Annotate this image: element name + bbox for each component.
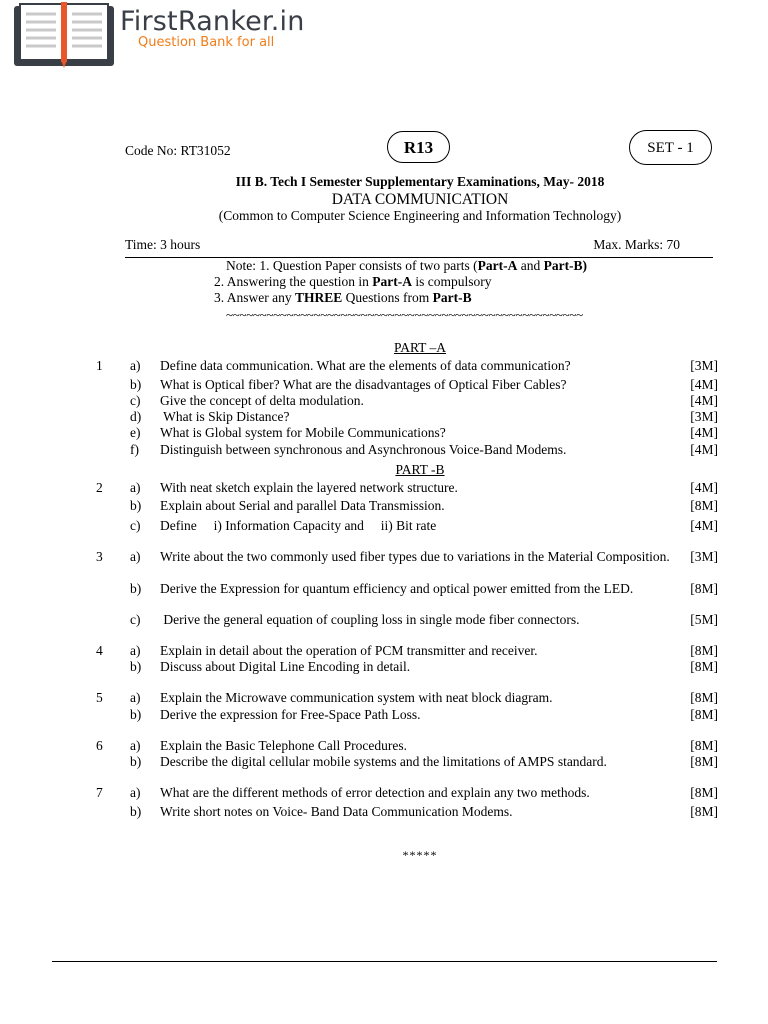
question-text: Explain in detail about the operation of PCM transmitter and receiver. (160, 643, 538, 658)
question-number: 2 (96, 480, 103, 495)
book-icon (12, 2, 122, 72)
question-marks: [8M] (690, 581, 718, 596)
question-marks: [8M] (690, 707, 718, 722)
question-number: 3 (96, 549, 103, 564)
note-3-text: 3. Answer any (214, 290, 295, 305)
logo-tagline: Question Bank for all (138, 35, 275, 50)
question-marks: [4M] (690, 377, 718, 392)
question-sub-label: a) (130, 690, 141, 705)
question-marks: [8M] (690, 643, 718, 658)
question-text: Explain the Microwave communication system with neat block diagram. (160, 690, 553, 705)
note-3-three: THREE (295, 290, 343, 305)
question-sub-label: b) (130, 498, 142, 513)
question-marks: [4M] (690, 480, 718, 495)
note-1-text: Note: 1. Question Paper consists of two parts ( (226, 258, 478, 273)
question-marks: [4M] (690, 442, 718, 457)
question-number: 4 (96, 643, 103, 658)
question-text: Write about the two commonly used fiber types due to variations in the Material Composition. (160, 549, 670, 564)
question-sub-label: a) (130, 480, 141, 495)
regulation-badge: R13 (387, 131, 450, 163)
question-marks: [4M] (690, 393, 718, 408)
question-text: Derive the expression for Free-Space Path Loss. (160, 707, 421, 722)
question-sub-label: b) (130, 659, 142, 674)
question-text: What is Optical fiber? What are the disadvantages of Optical Fiber Cables? (160, 377, 567, 392)
subject-title: DATA COMMUNICATION (331, 191, 509, 208)
end-of-paper-mark: ***** (402, 848, 438, 862)
question-marks: [8M] (690, 738, 718, 753)
question-marks: [3M] (690, 409, 718, 424)
question-marks: [8M] (690, 659, 718, 674)
question-marks: [8M] (690, 754, 718, 769)
note-2-text: 2. Answering the question in (214, 274, 373, 289)
question-sub-label: a) (130, 549, 141, 564)
note-1-part-b: Part-B) (543, 258, 588, 273)
note-3-part-b: Part-B (432, 290, 472, 305)
question-sub-label: b) (130, 581, 142, 596)
question-text: With neat sketch explain the layered network structure. (160, 480, 458, 495)
common-to-line: (Common to Computer Science Engineering and Information Technology) (218, 208, 622, 223)
question-text: What is Global system for Mobile Communications? (160, 425, 446, 440)
question-text: Define data communication. What are the elements of data communication? (160, 358, 571, 373)
question-sub-label: c) (130, 393, 141, 408)
question-marks: [8M] (690, 498, 718, 513)
logo-brand-text: FirstRanker.in (120, 6, 305, 37)
question-sub-label: b) (130, 754, 142, 769)
note-2-part-a: Part-A (372, 274, 412, 289)
question-marks: [4M] (690, 518, 718, 533)
set-badge: SET - 1 (629, 130, 712, 165)
question-text: Distinguish between synchronous and Asynchronous Voice-Band Modems. (160, 442, 567, 457)
note-3 (214, 290, 472, 306)
question-marks: [5M] (690, 612, 718, 627)
footer-divider (52, 961, 717, 962)
question-text: Write short notes on Voice- Band Data Communication Modems. (160, 804, 513, 819)
question-text: Explain about Serial and parallel Data Transmission. (160, 498, 445, 513)
note-1 (226, 258, 587, 274)
question-sub-label: b) (130, 377, 142, 392)
question-marks: [3M] (690, 358, 718, 373)
part-b-heading: PART -B (395, 462, 445, 477)
question-sub-label: e) (130, 425, 141, 440)
question-text: Describe the digital cellular mobile systems and the limitations of AMPS standard. (160, 754, 607, 769)
question-text: What is Skip Distance? (160, 409, 290, 424)
question-sub-label: f) (130, 442, 139, 457)
question-marks: [8M] (690, 690, 718, 705)
question-text: Explain the Basic Telephone Call Procedures. (160, 738, 407, 753)
question-sub-label: d) (130, 409, 142, 424)
exam-title: III B. Tech I Semester Supplementary Examinations, May- 2018 (235, 174, 605, 189)
question-marks: [8M] (690, 804, 718, 819)
paper-code: Code No: RT31052 (125, 143, 231, 158)
question-number: 6 (96, 738, 103, 753)
question-text: What are the different methods of error detection and explain any two methods. (160, 785, 590, 800)
question-sub-label: c) (130, 612, 141, 627)
question-marks: [4M] (690, 425, 718, 440)
question-text: Define i) Information Capacity and ii) Bit rate (160, 518, 437, 533)
question-text: Derive the Expression for quantum efficiency and optical power emitted from the LED. (160, 581, 634, 596)
question-sub-label: b) (130, 804, 142, 819)
question-sub-label: a) (130, 738, 141, 753)
question-text: Derive the general equation of coupling loss in single mode fiber connectors. (160, 612, 580, 627)
question-sub-label: a) (130, 785, 141, 800)
note-1-part-a: Part-A (477, 258, 518, 273)
question-sub-label: b) (130, 707, 142, 722)
note-2 (214, 274, 491, 290)
max-marks: Max. Marks: 70 (593, 237, 680, 252)
question-sub-label: a) (130, 643, 141, 658)
part-a-heading: PART –A (393, 340, 447, 355)
time-allowed: Time: 3 hours (125, 237, 201, 252)
question-sub-label: a) (130, 358, 141, 373)
question-number: 5 (96, 690, 103, 705)
question-text: Discuss about Digital Line Encoding in detail. (160, 659, 411, 674)
note-3-mid: Questions from (342, 290, 433, 305)
question-marks: [3M] (690, 549, 718, 564)
question-marks: [8M] (690, 785, 718, 800)
question-number: 7 (96, 785, 103, 800)
question-sub-label: c) (130, 518, 141, 533)
note-2-tail: is compulsory (411, 274, 492, 289)
question-number: 1 (96, 358, 103, 373)
note-1-and: and (517, 258, 544, 273)
question-text: Give the concept of delta modulation. (160, 393, 364, 408)
tilde-separator: ~~~~~~~~~~~~~~~~~~~~~~~~~~~~~~~~~~~~~~~~~~~~~~~~~~~~~ (226, 307, 583, 322)
